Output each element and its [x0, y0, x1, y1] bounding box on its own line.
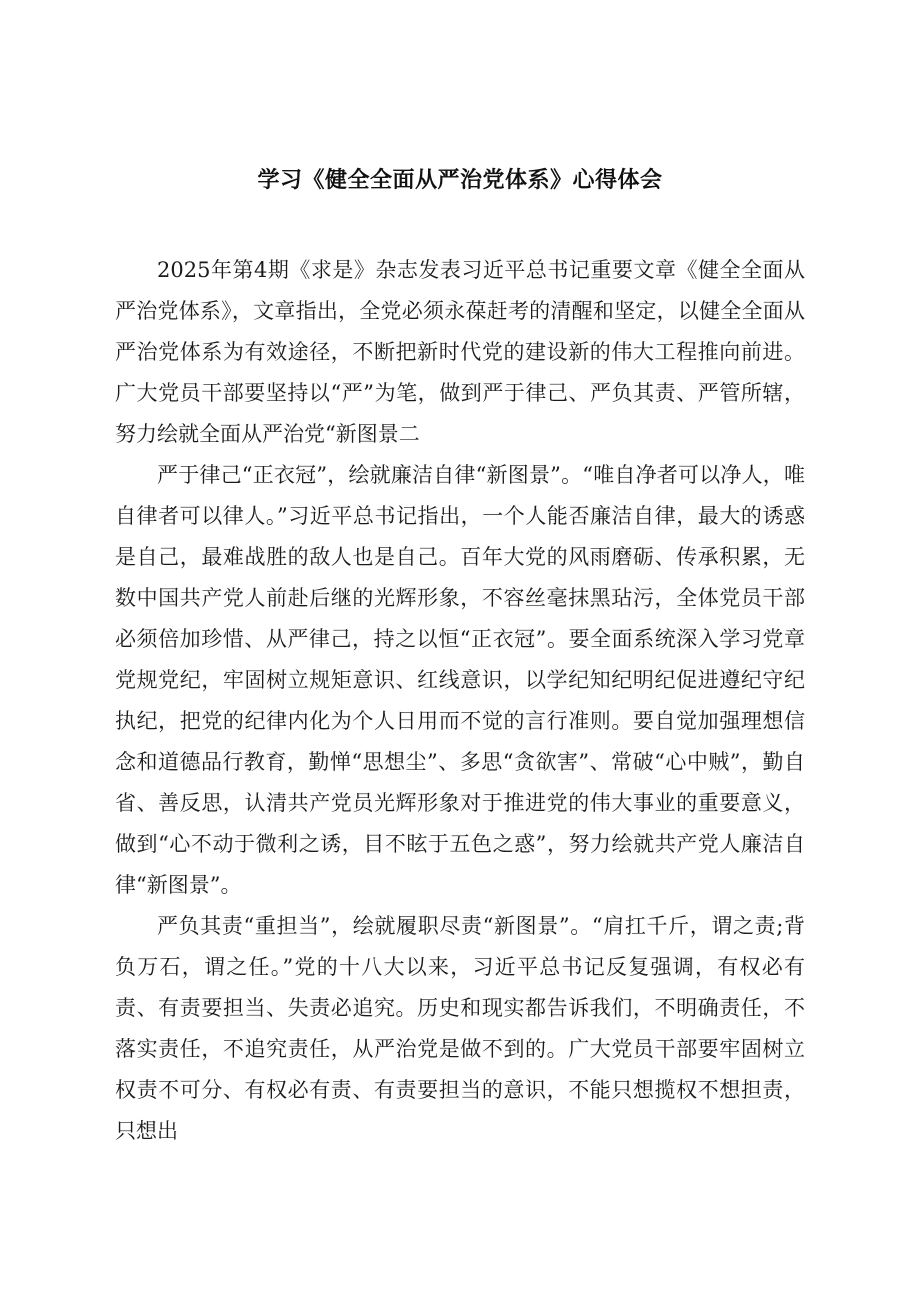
document-title: 学习《健全全面从严治党体系》心得体会: [257, 168, 663, 193]
paragraph-self-discipline: 严于律己“正衣冠”，绘就廉洁自律“新图景”。“唯自净者可以净人，唯自律者可以律人。”习近平总书记指出，一个人能否廉洁自律，最大的诱惑是自己，最难战胜的敌人也是自己。百年大党的风雨磨砺、传承积累，无数中国共产党人前赴后继的光辉形象，不容丝毫抹黑玷污，全体党员干部必须倍加珍惜、从严律己，持之以恒“正衣冠”。要全面系统深入学习党章党规党纪，牢固树立规矩意识、红线意识，以学纪知纪明纪促进遵纪守纪执纪，把党的纪律内化为个人日用而不觉的言行准则。要自觉加强理想信念和道德品行教育，勤惮“思想尘”、多思“贪欲害”、常破“心中贼”，勤自省、善反思，认清共产党员光辉形象对于推进党的伟大事业的重要意义，做到“心不动于微利之诱，目不眩于五色之惑”，努力绘就共产党人廉洁自律“新图景”。: [115, 463, 805, 897]
document-body: [115, 250, 805, 1152]
paragraph-intro: 2025年第4期《求是》杂志发表习近平总书记重要文章《健全全面从严治党体系》，文章指出，全党必须永葆赶考的清醒和坚定，以健全全面从严治党体系为有效途径，不断把新时代党的建设新的伟大工程推向前进。广大党员干部要坚持以“严”为笔，做到严于律己、严负其责、严管所辖，努力绘就全面从严治党“新图景二: [115, 258, 805, 446]
paragraph-responsibility: 严负其责“重担当”，绘就履职尽责“新图景”。“肩扛千斤，谓之责;背负万石，谓之任。”党的十八大以来，习近平总书记反复强调，有权必有责、有责要担当、失责必追究。历史和现实都告诉我们，不明确责任，不落实责任，不追究责任，从严治党是做不到的。广大党员干部要牢固树立权责不可分、有权必有责、有责要担当的意识，不能只想揽权不想担责，只想出: [115, 914, 805, 1143]
